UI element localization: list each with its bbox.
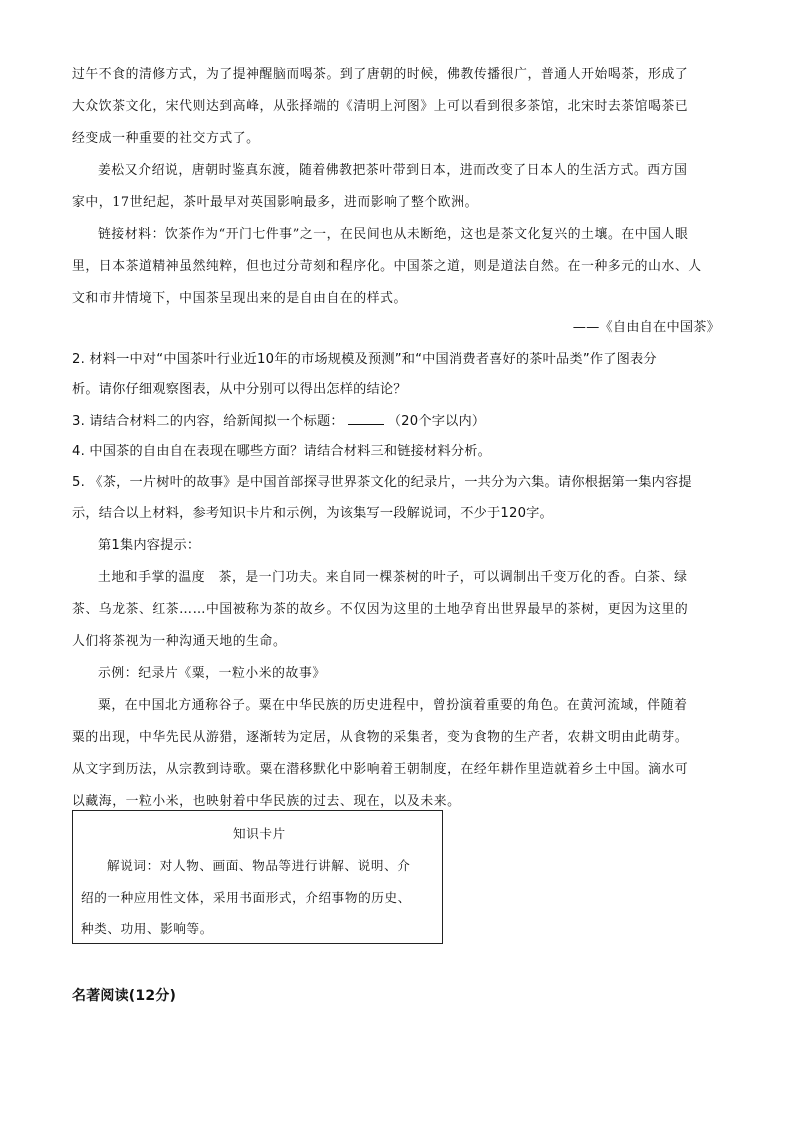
example-line: 粟的出现，中华先民从游猎，逐渐转为定居，从食物的采集者，变为食物的生产者，农耕文明由此萌芽。: [72, 730, 689, 745]
question-3: [72, 412, 485, 431]
episode-hint-line: 土地和手掌的温度 茶，是一门功夫。来自同一棵茶树的叶子，可以调制出千变万化的香。白茶、绿: [98, 570, 688, 585]
knowledge-card-line: 种类、功用、影响等。: [81, 921, 213, 936]
paragraph-line: 家中，17世纪起，茶叶最早对英国影响最多，进而影响了整个欧洲。: [72, 195, 478, 210]
example-heading: 示例：纪录片《粟，一粒小米的故事》: [98, 666, 326, 681]
example-line: 以藏海，一粒小米，也映射着中华民族的过去、现在，以及未来。: [72, 794, 461, 809]
example-line: 从文字到历法，从宗教到诗歌。粟在潜移默化中影响着王朝制度，在经年耕作里造就着乡土中国。滴水可: [72, 762, 689, 777]
knowledge-card-line: 绍的一种应用性文体，采用书面形式，介绍事物的历史、: [81, 890, 411, 905]
answer-blank: [348, 412, 384, 425]
paragraph-line: 大众饮茶文化，宋代则达到高峰，从张择端的《清明上河图》上可以看到很多茶馆，北宋时去茶馆喝茶已: [72, 99, 689, 114]
question-2-cont: 析。请你仔细观察图表，从中分别可以得出怎样的结论？: [72, 382, 407, 397]
knowledge-card: [72, 810, 443, 944]
paragraph-line: 过午不食的清修方式，为了提神醒脑而喝茶。到了唐朝的时候，佛教传播很广，普通人开始喝茶，形成了: [72, 67, 689, 82]
question-3-limit: （20个字以内）: [387, 414, 486, 429]
link-material-line: 里，日本茶道精神虽然纯粹，但也过分苛刻和程序化。中国茶之道，则是道法自然。在一种多元的山水、人: [72, 259, 702, 274]
episode-hint-heading: 第1集内容提示：: [98, 538, 201, 553]
question-2: 2. 材料一中对“中国茶叶行业近10年的市场规模及预测”和“中国消费者喜好的茶叶品类”作了图表分: [72, 352, 657, 367]
question-5-cont: 示，结合以上材料，参考知识卡片和示例，为该集写一段解说词，不少于120字。: [72, 506, 553, 521]
paragraph-line: 经变成一种重要的社交方式了。: [72, 131, 260, 146]
episode-hint-line: 人们将茶视为一种沟通天地的生命。: [72, 634, 287, 649]
episode-hint-line: 茶、乌龙茶、红茶……中国被称为茶的故乡。不仅因为这里的土地孕育出世界最早的茶树，更因为这里的: [72, 602, 689, 617]
link-material-line: 文和市井情境下，中国茶呈现出来的是自由自在的样式。: [72, 291, 407, 306]
question-4: 4. 中国茶的自由自在表现在哪些方面？请结合材料三和链接材料分析。: [72, 444, 491, 459]
knowledge-card-title: 知识卡片: [233, 826, 286, 841]
paragraph-line: 姜松又介绍说，唐朝时鉴真东渡，随着佛教把茶叶带到日本，进而改变了日本人的生活方式。西方国: [98, 163, 688, 178]
source-attribution: ——《自由自在中国茶》: [572, 320, 720, 335]
link-material-line: 链接材料：饮茶作为“开门七件事”之一，在民间也从未断绝，这也是茶文化复兴的土壤。在中国人眼: [98, 227, 689, 242]
example-line: 粟，在中国北方通称谷子。粟在中华民族的历史进程中，曾扮演着重要的角色。在黄河流域，伴随着: [98, 698, 688, 713]
question-5: 5. 《茶，一片树叶的故事》是中国首部探寻世界茶文化的纪录片，一共分为六集。请你根据第一集内容提: [72, 475, 692, 490]
section-heading: 名著阅读(12分): [72, 988, 177, 1004]
knowledge-card-line: 解说词：对人物、画面、物品等进行讲解、说明、介: [107, 858, 411, 873]
question-3-text: 3. 请结合材料二的内容，给新闻拟一个标题：: [72, 414, 344, 429]
